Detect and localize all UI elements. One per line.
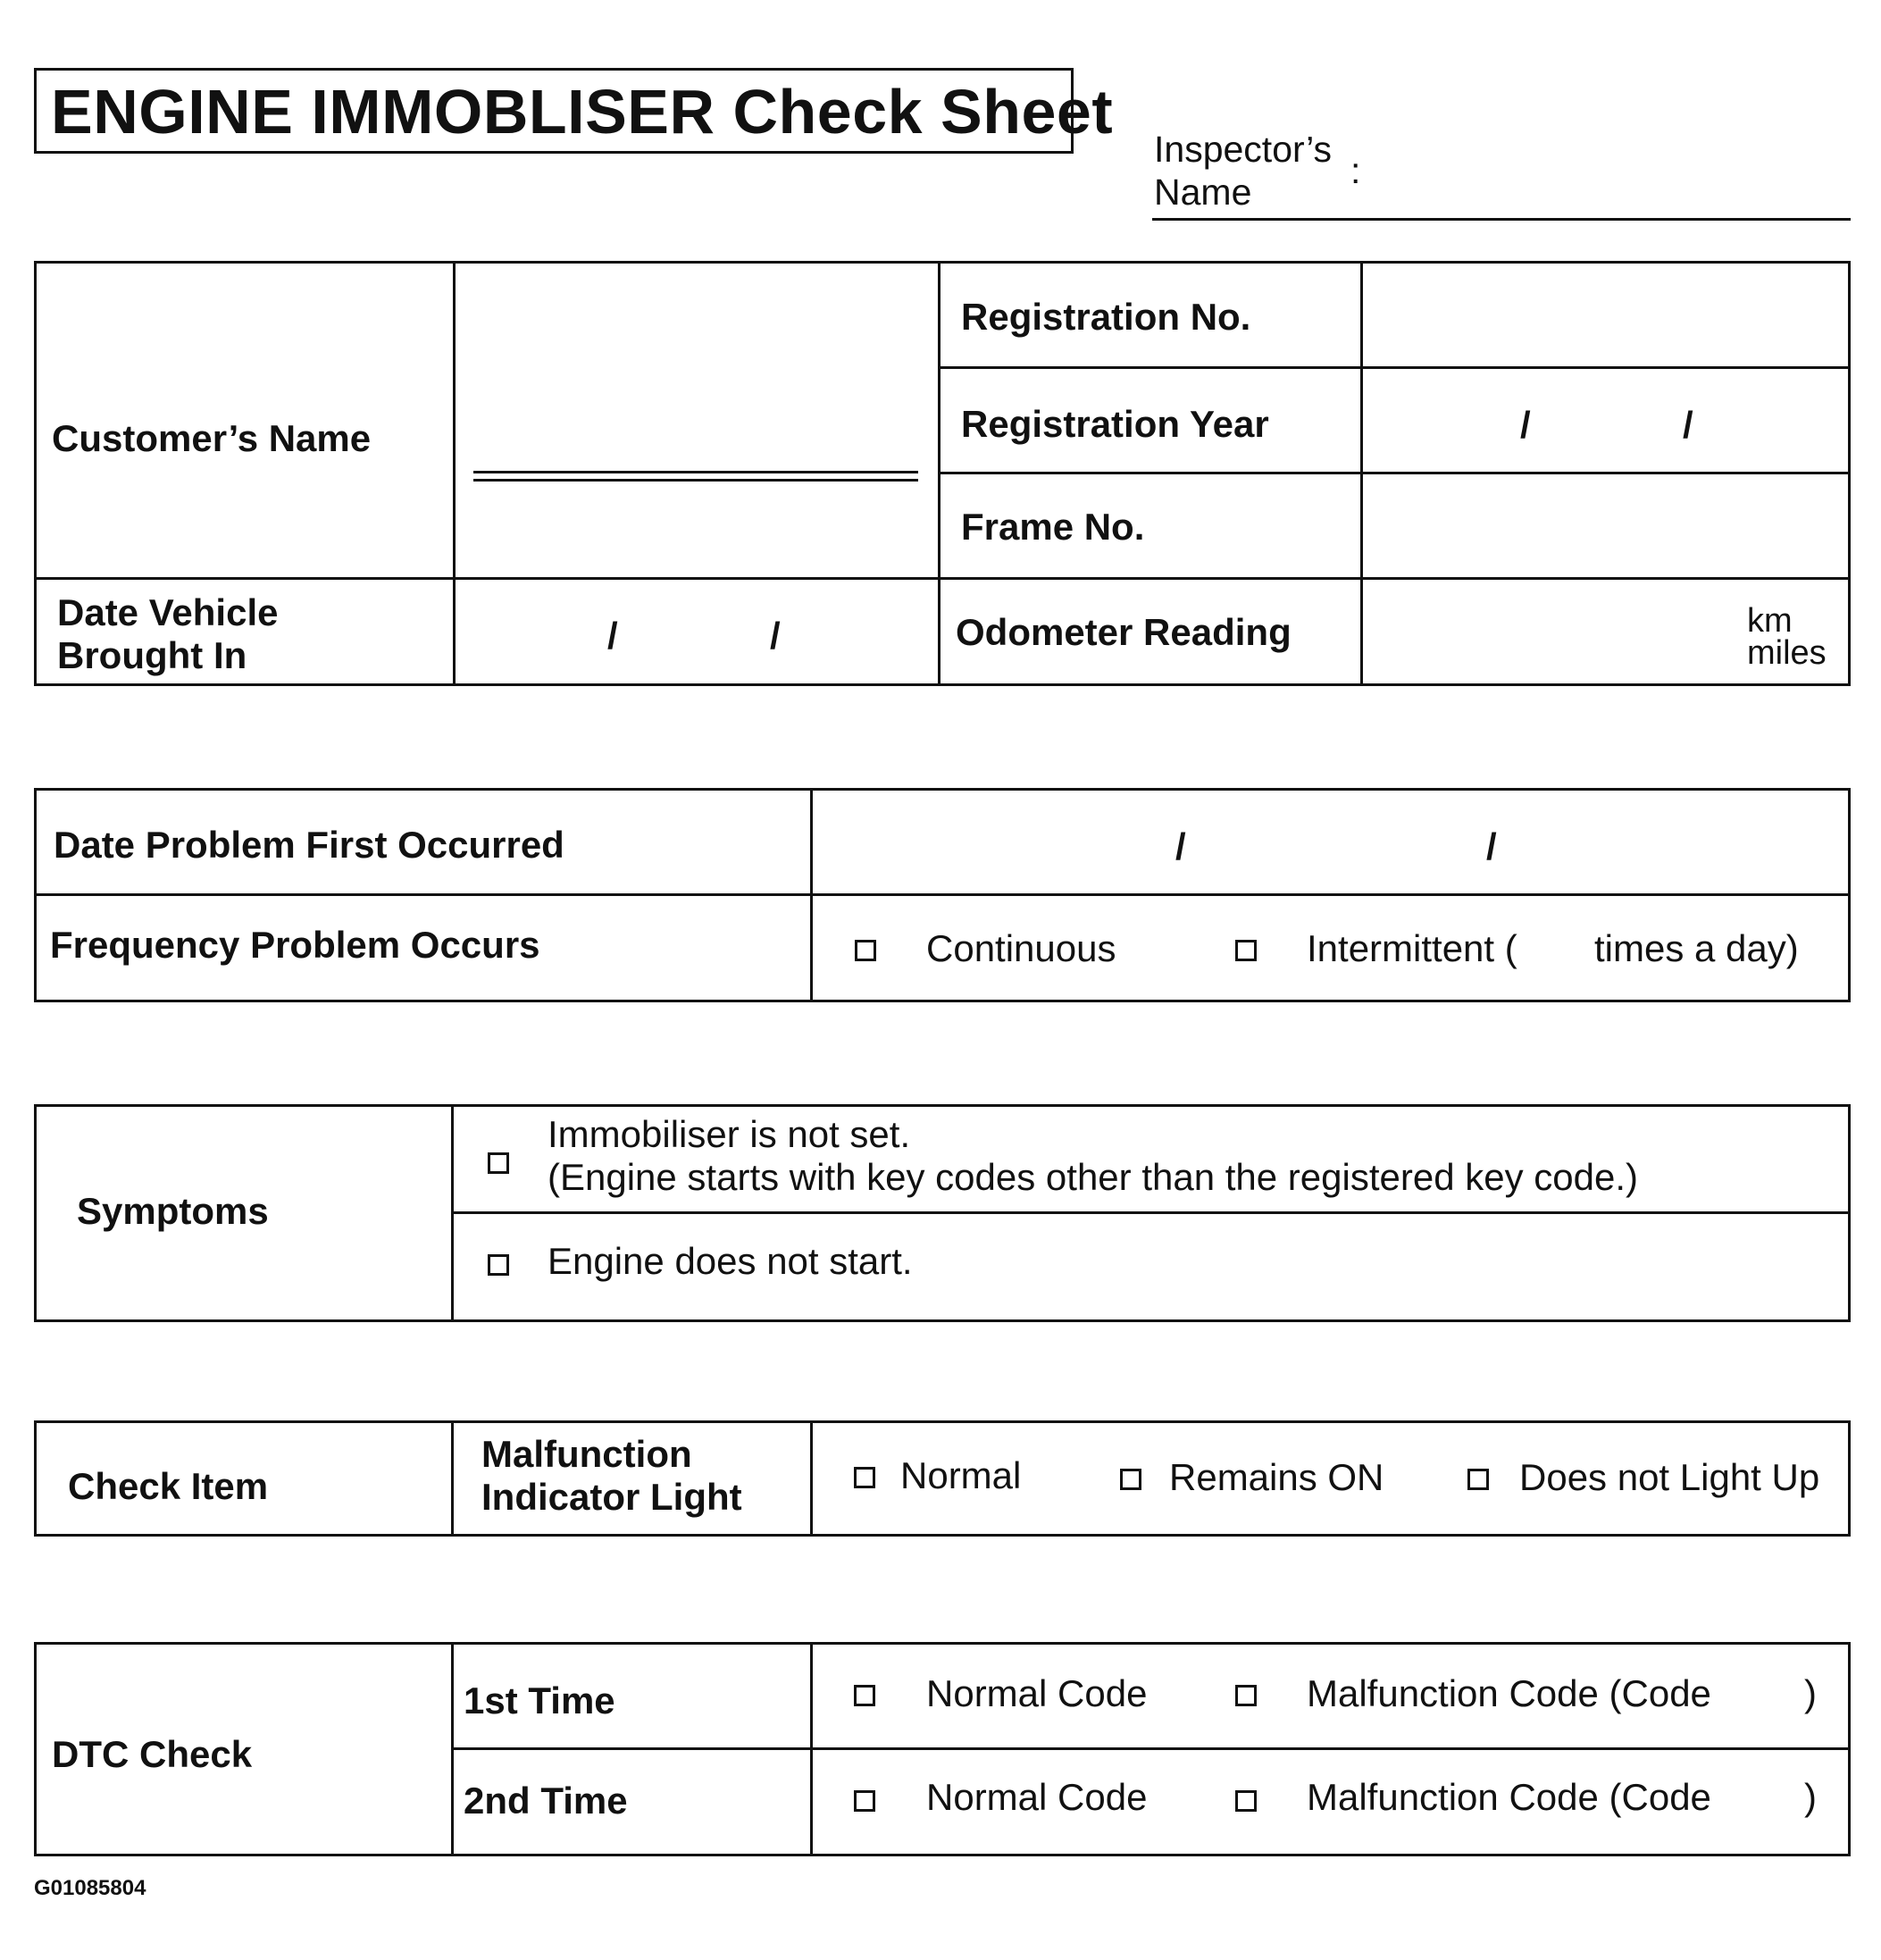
dtc-check-label: DTC Check [52, 1733, 253, 1775]
mil-remains-on-label: Remains ON [1169, 1456, 1384, 1498]
page-title: ENGINE IMMOBLISER Check Sheet [51, 77, 1114, 147]
continuous-checkbox[interactable] [855, 940, 876, 961]
engine-not-start-checkbox[interactable] [488, 1254, 509, 1276]
symptom-option1-line2: (Engine starts with key codes other than the registered key code.) [548, 1156, 1638, 1198]
mil-normal-label: Normal [900, 1454, 1022, 1496]
immobiliser-not-set-checkbox[interactable] [488, 1152, 509, 1174]
unit-km: km [1747, 602, 1793, 640]
registration-year-label: Registration Year [961, 403, 1269, 445]
frequency-label: Frequency Problem Occurs [50, 924, 540, 966]
dtc2-malfunction-checkbox[interactable] [1235, 1790, 1257, 1812]
date-separator: / [1683, 404, 1693, 446]
intermittent-checkbox[interactable] [1235, 940, 1257, 961]
frame-no-field[interactable] [1365, 475, 1847, 575]
registration-no-label: Registration No. [961, 296, 1251, 338]
dtc1-malfunction-checkbox[interactable] [1235, 1685, 1257, 1706]
divider [453, 261, 456, 686]
divider [34, 893, 1851, 896]
divider [810, 1420, 813, 1537]
mil-normal-checkbox[interactable] [854, 1467, 875, 1488]
check-item-name-line1: Malfunction [481, 1433, 692, 1475]
inspector-label-line2: Name [1154, 172, 1252, 213]
dtc2-normal-checkbox[interactable] [854, 1790, 875, 1812]
inspector-colon: : [1350, 150, 1361, 191]
date-separator: / [1520, 404, 1531, 446]
date-brought-in-label-line2: Brought In [57, 634, 247, 676]
divider [451, 1211, 1851, 1214]
times-a-day-label: times a day) [1594, 927, 1799, 969]
dtc1-close-paren: ) [1804, 1672, 1817, 1714]
customer-name-label: Customer’s Name [52, 417, 372, 459]
title-box [34, 68, 1114, 154]
odometer-field[interactable] [1365, 582, 1722, 683]
symptoms-label: Symptoms [77, 1190, 269, 1232]
date-brought-in-label-line1: Date Vehicle [57, 591, 279, 633]
symptom-option1-line1: Immobiliser is not set. [548, 1113, 911, 1155]
inspector-label-line1: Inspector’s [1154, 129, 1333, 170]
unit-miles: miles [1747, 634, 1827, 672]
frame-no-label: Frame No. [961, 506, 1145, 548]
customer-name-field[interactable] [457, 264, 936, 575]
date-separator: / [1486, 825, 1497, 867]
divider [451, 1420, 454, 1537]
check-item-name-line2: Indicator Light [481, 1476, 742, 1518]
dtc1-normal-label: Normal Code [926, 1672, 1148, 1714]
divider [451, 1747, 1851, 1750]
dtc-row-label: 2nd Time [464, 1780, 628, 1822]
inspector-name-field[interactable] [1152, 218, 1851, 221]
mil-no-light-label: Does not Light Up [1519, 1456, 1820, 1498]
intermittent-option-label: Intermittent ( [1307, 927, 1517, 969]
dtc-row-label: 1st Time [464, 1679, 615, 1721]
figure-id: G01085804 [34, 1876, 146, 1900]
date-separator: / [607, 615, 618, 657]
date-separator: / [1175, 825, 1186, 867]
check-item-label: Check Item [68, 1465, 269, 1507]
divider [34, 577, 1851, 580]
mil-no-light-checkbox[interactable] [1467, 1469, 1489, 1490]
dtc1-malfunction-label: Malfunction Code (Code [1307, 1672, 1711, 1714]
registration-no-field[interactable] [1365, 264, 1847, 364]
dtc1-normal-checkbox[interactable] [854, 1685, 875, 1706]
dtc2-malfunction-label: Malfunction Code (Code [1307, 1776, 1711, 1818]
date-separator: / [770, 615, 781, 657]
dtc2-close-paren: ) [1804, 1776, 1817, 1818]
date-first-occurred-label: Date Problem First Occurred [54, 824, 564, 866]
continuous-option-label: Continuous [926, 927, 1116, 969]
symptom-option2: Engine does not start. [548, 1240, 913, 1282]
divider [938, 472, 1851, 474]
odometer-label: Odometer Reading [956, 611, 1292, 653]
divider [938, 366, 1851, 369]
mil-remains-on-checkbox[interactable] [1120, 1469, 1141, 1490]
dtc2-normal-label: Normal Code [926, 1776, 1148, 1818]
